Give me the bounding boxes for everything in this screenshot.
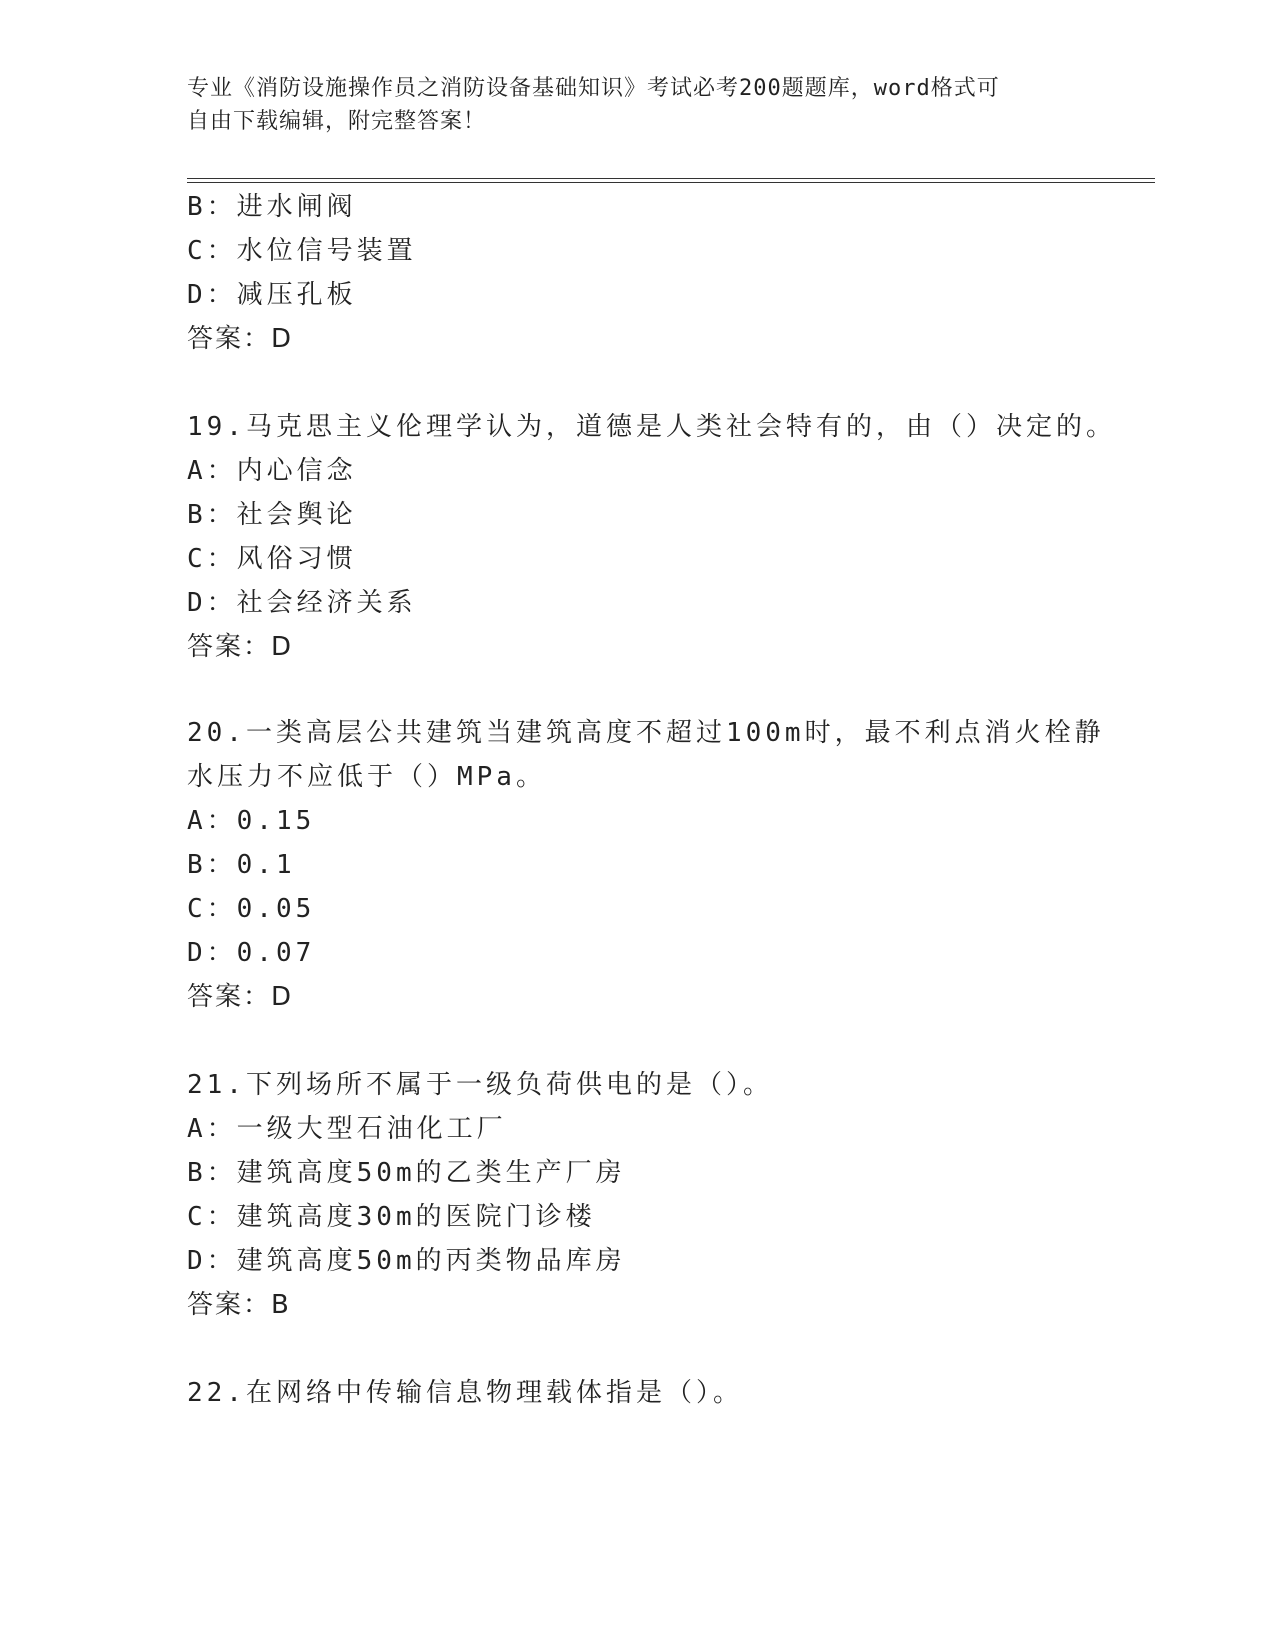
option-b: B：进水闸阀 — [187, 192, 357, 222]
header-line-1: 专业《消防设施操作员之消防设备基础知识》考试必考200题题库，word格式可 — [187, 76, 1000, 101]
option-d: D：社会经济关系 — [187, 588, 417, 618]
option-c: C：风俗习惯 — [187, 544, 357, 574]
option-d: D：0.07 — [187, 938, 316, 968]
option-c: C：水位信号装置 — [187, 236, 417, 266]
option-a: A：0.15 — [187, 806, 316, 836]
option-b: B：建筑高度50m的乙类生产厂房 — [187, 1158, 626, 1188]
question-21: 21.下列场所不属于一级负荷供电的是（）。 — [187, 1070, 773, 1100]
answer-line: 答案：B — [187, 1290, 291, 1320]
answer-line: 答案：D — [187, 982, 294, 1012]
option-a: A：一级大型石油化工厂 — [187, 1114, 507, 1144]
document-header — [187, 72, 1067, 138]
header-line-2: 自由下载编辑，附完整答案！ — [187, 109, 487, 134]
answer-line: 答案：D — [187, 324, 294, 354]
question-20: 20.一类高层公共建筑当建筑高度不超过100m时，最不利点消火栓静 — [187, 718, 1105, 748]
question-19: 19.马克思主义伦理学认为，道德是人类社会特有的，由（）决定的。 — [187, 412, 1116, 442]
option-c: C：0.05 — [187, 894, 316, 924]
option-d: D：减压孔板 — [187, 280, 357, 310]
option-b: B：社会舆论 — [187, 500, 357, 530]
option-b: B：0.1 — [187, 850, 296, 880]
question-20-continuation: 水压力不应低于（）MPa。 — [187, 762, 546, 792]
option-c: C：建筑高度30m的医院门诊楼 — [187, 1202, 596, 1232]
header-divider-bottom — [187, 182, 1155, 183]
option-a: A：内心信念 — [187, 456, 357, 486]
answer-line: 答案：D — [187, 632, 294, 662]
question-22: 22.在网络中传输信息物理载体指是（）。 — [187, 1378, 743, 1408]
option-d: D：建筑高度50m的丙类物品库房 — [187, 1246, 626, 1276]
header-divider-top — [187, 178, 1155, 179]
